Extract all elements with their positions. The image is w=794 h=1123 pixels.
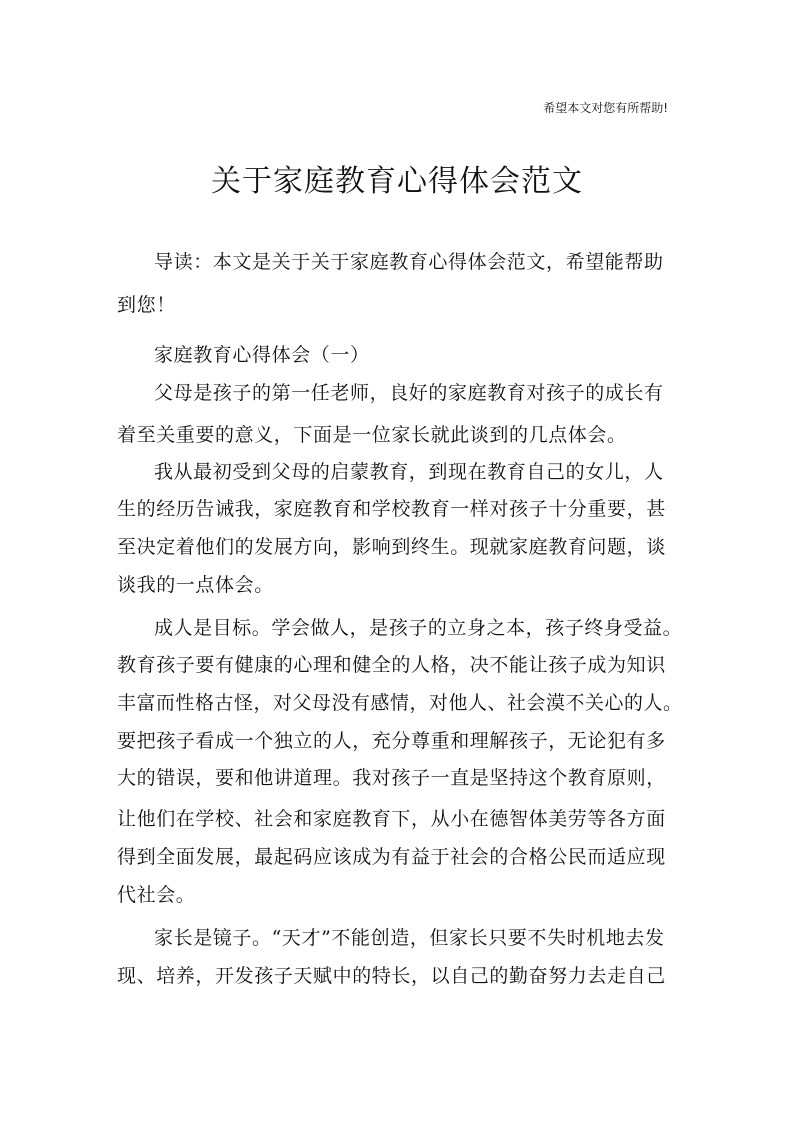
text-line: 至决定着他们的发展方向，影响到终生。现就家庭教育问题，谈 <box>117 536 666 558</box>
text-line: 现、培养，开发孩子天赋中的特长，以自己的勤奋努力去走自己 <box>117 965 666 987</box>
text-line: 要把孩子看成一个独立的人，充分尊重和理解孩子，无论犯有多 <box>117 730 666 752</box>
section-heading: 家庭教育心得体会（一） <box>154 344 370 366</box>
document-title: 关于家庭教育心得体会范文 <box>211 164 583 199</box>
text-line: 大的错误，要和他讲道理。我对孩子一直是坚持这个教育原则， <box>117 767 666 789</box>
text-line: 生的经历告诫我，家庭教育和学校教育一样对孩子十分重要，甚 <box>117 498 666 520</box>
text-line: 到您！ <box>117 294 176 316</box>
text-line: 我从最初受到父母的启蒙教育，到现在教育自己的女儿，人 <box>154 461 664 483</box>
text-line: 教育孩子要有健康的心理和健全的人格，决不能让孩子成为知识 <box>117 654 666 676</box>
text-line: 着至关重要的意义，下面是一位家长就此谈到的几点体会。 <box>117 424 627 446</box>
text-line: 得到全面发展，最起码应该成为有益于社会的合格公民而适应现 <box>117 846 666 868</box>
text-line: 丰富而性格古怪，对父母没有感情，对他人、社会漠不关心的人。 <box>117 692 683 714</box>
text-line: 谈我的一点体会。 <box>117 574 274 596</box>
text-line: 代社会。 <box>117 884 196 906</box>
text-line: 导读：本文是关于关于家庭教育心得体会范文，希望能帮助 <box>154 251 664 273</box>
header-note: 希望本文对您有所帮助! <box>543 101 668 115</box>
text-line: 让他们在学校、社会和家庭教育下，从小在德智体美劳等各方面 <box>117 808 666 830</box>
text-line: 父母是孩子的第一任老师，良好的家庭教育对孩子的成长有 <box>154 382 664 404</box>
text-line: 家长是镜子。“天才”不能创造，但家长只要不失时机地去发 <box>154 927 665 949</box>
text-line: 成人是目标。学会做人，是孩子的立身之本，孩子终身受益。 <box>154 617 683 639</box>
